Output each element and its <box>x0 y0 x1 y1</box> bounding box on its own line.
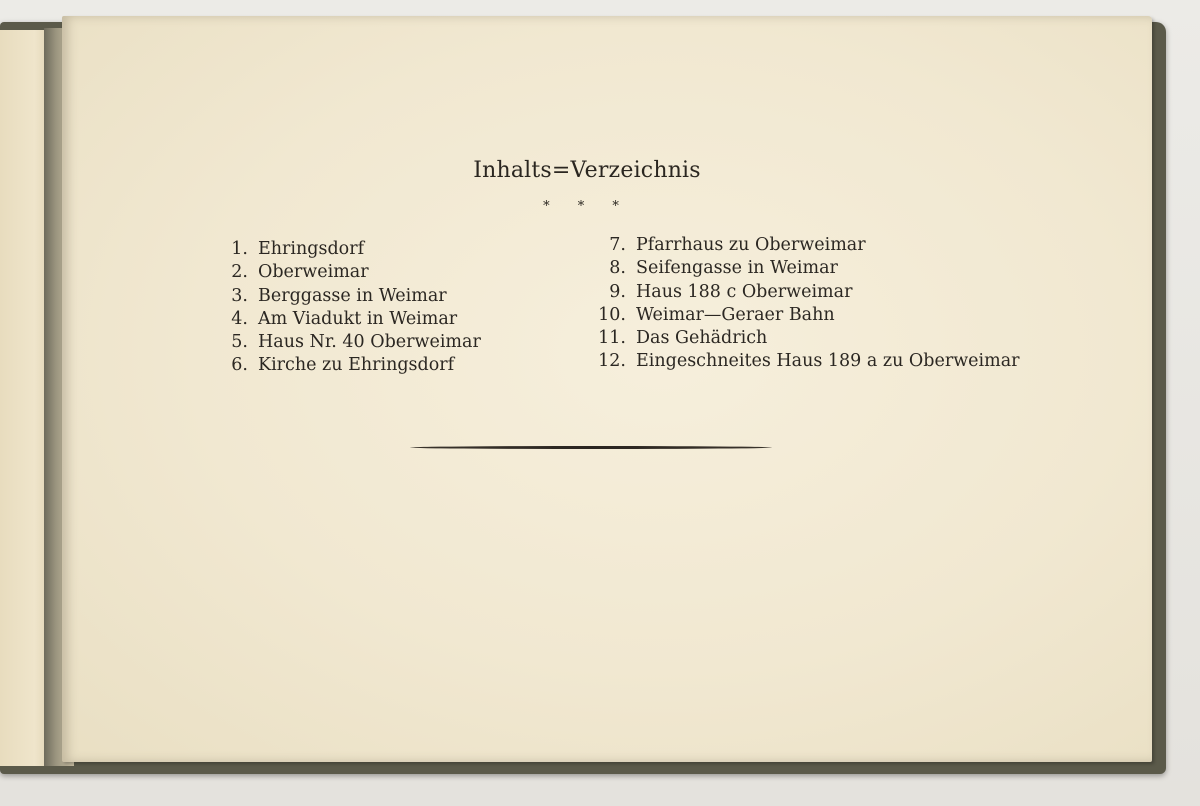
toc-title: Am Viadukt in Weimar <box>258 308 458 329</box>
toc-entry <box>222 238 481 261</box>
toc-title: Oberweimar <box>258 262 369 283</box>
toc-title: Pfarrhaus zu Oberweimar <box>636 235 866 255</box>
toc-number: 6. <box>231 355 248 376</box>
toc-number: 1. <box>231 239 248 259</box>
divider-rule <box>410 446 772 449</box>
toc-title: Das Gehädrich <box>636 328 768 349</box>
toc-entry <box>222 261 481 284</box>
toc-title: Seifengasse in Weimar <box>636 258 838 279</box>
toc-title: Eingeschneites Haus 189 a zu Oberweimar <box>636 351 1020 372</box>
toc-title: Berggasse in Weimar <box>258 285 447 306</box>
toc-entry <box>590 234 1020 257</box>
toc-entry <box>590 327 1020 350</box>
toc-entry <box>590 304 1020 327</box>
right-page <box>62 16 1152 762</box>
page-title: Inhalts=Verzeichnis <box>473 158 701 183</box>
toc-entry <box>222 308 481 331</box>
toc-title: Kirche zu Ehringsdorf <box>258 355 455 376</box>
toc-title: Weimar—Geraer Bahn <box>636 304 835 325</box>
toc-number: 9. <box>609 281 626 302</box>
toc-entry <box>222 331 481 354</box>
toc-number: 10. <box>598 304 626 325</box>
toc-title: Haus 188 c Oberweimar <box>636 281 853 302</box>
toc-entry <box>222 354 481 377</box>
toc-entry <box>590 281 1020 304</box>
toc-number: 8. <box>609 258 626 279</box>
toc-entry <box>590 257 1020 280</box>
toc-number: 3. <box>231 285 248 306</box>
ornament-stars: * * * <box>543 199 631 214</box>
toc-number: 4. <box>231 308 248 329</box>
toc-column-left <box>222 238 481 378</box>
toc-title: Haus Nr. 40 Oberweimar <box>258 332 481 353</box>
toc-number: 5. <box>231 332 248 353</box>
toc-number: 2. <box>231 262 248 283</box>
toc-number: 12. <box>598 351 626 372</box>
toc-number: 11. <box>598 328 626 349</box>
toc-number: 7. <box>609 235 626 255</box>
toc-column-right <box>590 234 1020 374</box>
toc-title: Ehringsdorf <box>258 239 365 259</box>
toc-entry <box>222 285 481 308</box>
toc-entry <box>590 350 1020 373</box>
